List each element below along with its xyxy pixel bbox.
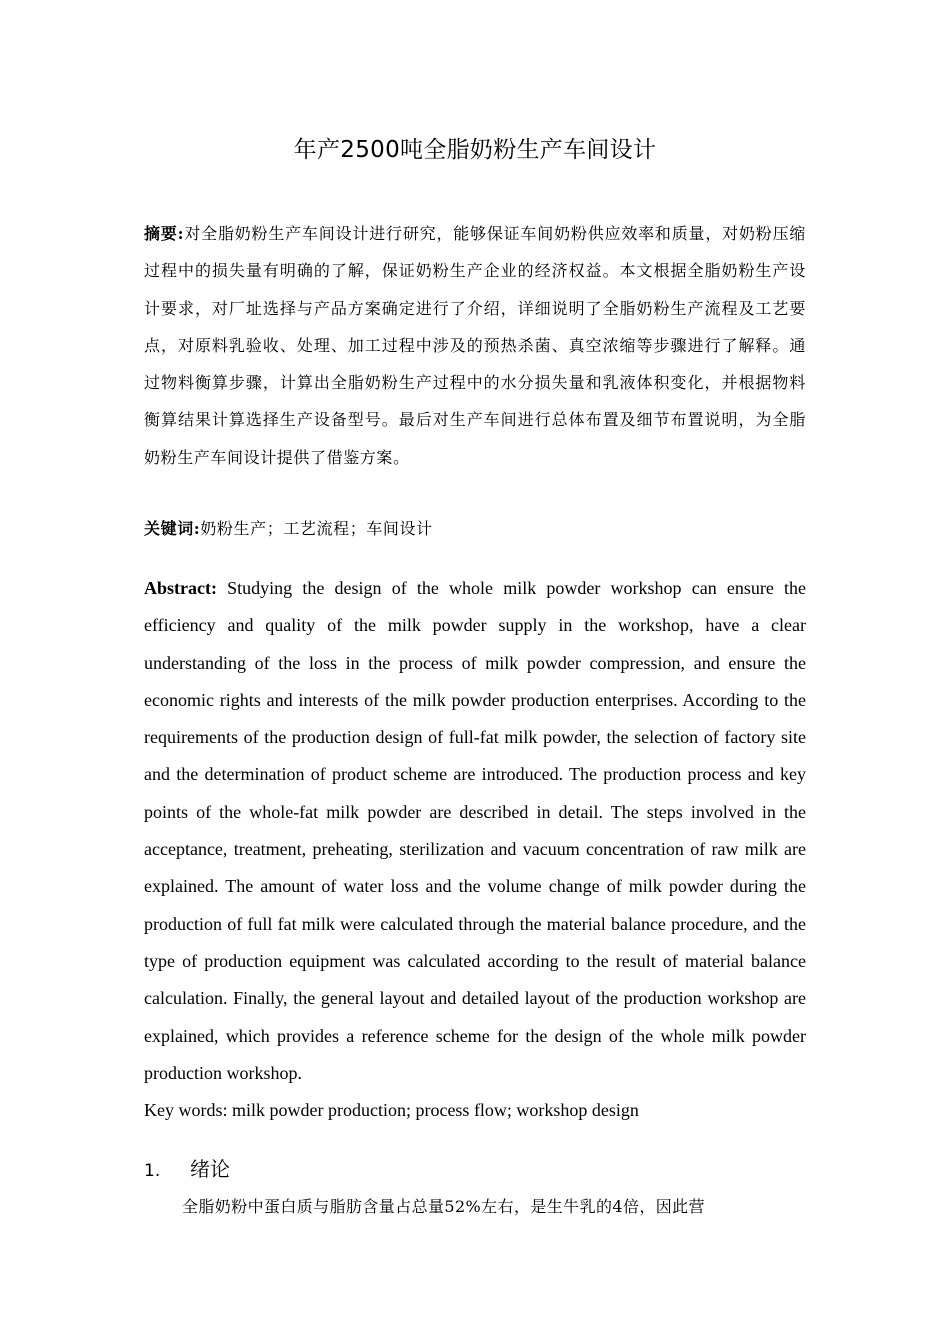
chinese-abstract bbox=[144, 215, 806, 476]
english-abstract-text: Studying the design of the whole milk powder workshop can ensure the efficiency and quality of the milk powder supply in the workshop, have a clear understanding of the loss in the process of milk powder compression, and ensure the economic rights and interests of the milk powder production enterprises. According to the requirements of the production design of full-fat milk powder, the selection of factory site and the determination of product scheme are introduced. The production process and key points of the whole-fat milk powder are described in detail. The steps involved in the acceptance, treatment, preheating, sterilization and vacuum concentration of raw milk are explained. The amount of water loss and the volume change of milk powder during the production of full fat milk were calculated through the material balance procedure, and the type of production equipment was calculated according to the result of material balance calculation. Finally, the general layout and detailed layout of the production workshop are explained, which provides a reference scheme for the design of the whole milk powder production workshop. bbox=[144, 578, 807, 1083]
section-heading bbox=[144, 1152, 806, 1188]
chinese-keywords bbox=[144, 512, 806, 546]
english-keywords: Key words: milk powder production; process flow; workshop design bbox=[144, 1100, 639, 1120]
chinese-keywords-label: 关键词: bbox=[144, 519, 201, 538]
section-number: 1. bbox=[144, 1161, 161, 1181]
chinese-abstract-text: 对全脂奶粉生产车间设计进行研究，能够保证车间奶粉供应效率和质量，对奶粉压缩过程中的损失量有明确的了解，保证奶粉生产企业的经济权益。本文根据全脂奶粉生产设计要求，对厂址选择与产品方案确定进行了介绍，详细说明了全脂奶粉生产流程及工艺要点，对原料乳验收、处理、加工过程中涉及的预热杀菌、真空浓缩等步骤进行了解释。通过物料衡算步骤，计算出全脂奶粉生产过程中的水分损失量和乳液体积变化，并根据物料衡算结果计算选择生产设备型号。最后对生产车间进行总体布置及细节布置说明，为全脂奶粉生产车间设计提供了借鉴方案。 bbox=[144, 224, 806, 467]
chinese-keywords-text: 奶粉生产；工艺流程；车间设计 bbox=[200, 519, 433, 538]
body-paragraph: 全脂奶粉中蛋白质与脂肪含量占总量52%左右，是生牛乳的4倍，因此营 bbox=[182, 1197, 705, 1216]
page-title: 年产2500吨全脂奶粉生产车间设计 bbox=[293, 137, 657, 163]
english-abstract-label: Abstract: bbox=[144, 578, 217, 598]
english-abstract bbox=[144, 570, 806, 1092]
section-title: 绪论 bbox=[190, 1157, 230, 1181]
chinese-abstract-label: 摘要: bbox=[144, 224, 185, 243]
